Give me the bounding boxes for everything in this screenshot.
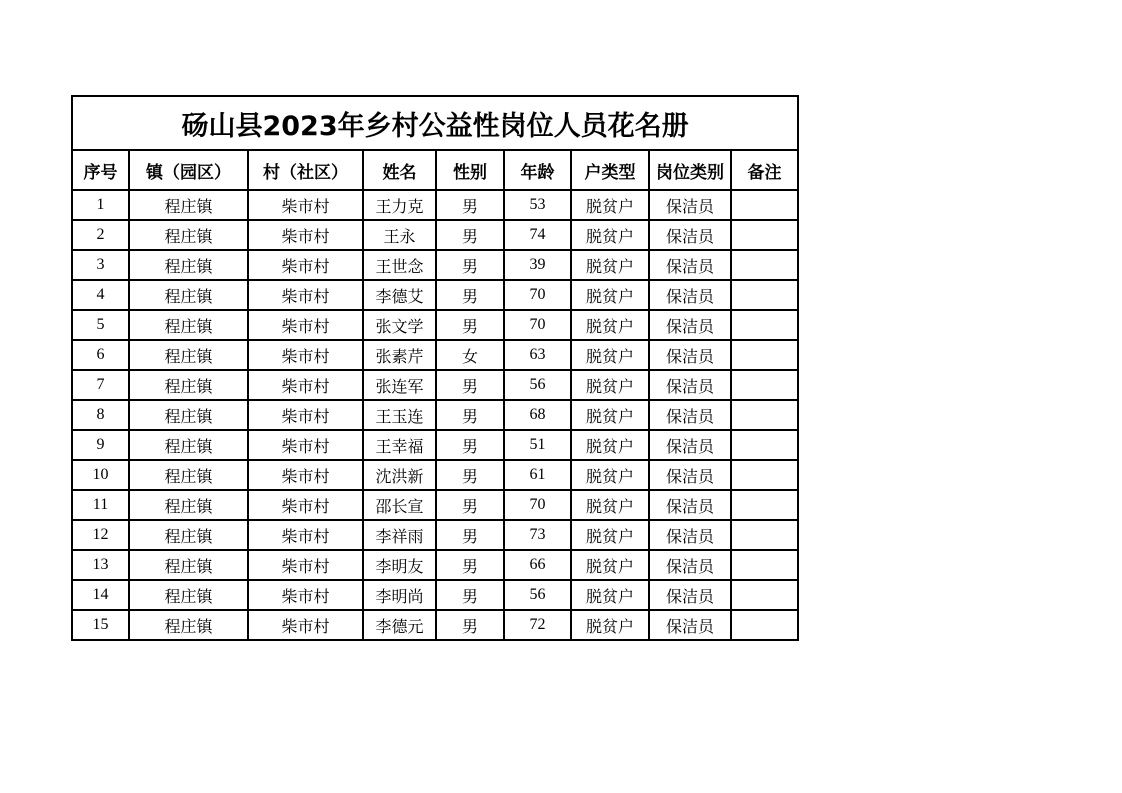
table-row: [72, 370, 798, 400]
table-cell: [731, 280, 798, 310]
table-cell: 保洁员: [649, 520, 731, 550]
table-cell: 程庄镇: [129, 550, 248, 580]
table-row: [72, 400, 798, 430]
table-cell: [731, 370, 798, 400]
table-cell: 脱贫户: [571, 400, 649, 430]
table-cell: 男: [436, 580, 504, 610]
table-cell: 脱贫户: [571, 460, 649, 490]
table-cell: [731, 190, 798, 220]
title-row: [72, 96, 798, 150]
table-cell: 男: [436, 460, 504, 490]
table-cell: 柴市村: [248, 190, 363, 220]
table-cell: 12: [72, 520, 129, 550]
table-cell: [731, 250, 798, 280]
table-row: [72, 460, 798, 490]
table-cell: 53: [504, 190, 571, 220]
table-row: [72, 580, 798, 610]
table-cell: 男: [436, 250, 504, 280]
table-cell: 73: [504, 520, 571, 550]
table-cell: 保洁员: [649, 250, 731, 280]
table-cell: 66: [504, 550, 571, 580]
table-cell: 男: [436, 430, 504, 460]
table-cell: 51: [504, 430, 571, 460]
table-cell: 11: [72, 490, 129, 520]
table-cell: 柴市村: [248, 490, 363, 520]
table-cell: [731, 520, 798, 550]
table-cell: 柴市村: [248, 460, 363, 490]
table-cell: 保洁员: [649, 310, 731, 340]
column-header: 户类型: [571, 150, 649, 190]
table-cell: 柴市村: [248, 400, 363, 430]
table-cell: 13: [72, 550, 129, 580]
table-cell: 李祥雨: [363, 520, 436, 550]
table-cell: 程庄镇: [129, 460, 248, 490]
table-cell: 程庄镇: [129, 280, 248, 310]
table-row: [72, 190, 798, 220]
table-cell: 39: [504, 250, 571, 280]
column-header: 镇（园区）: [129, 150, 248, 190]
header-row: [72, 150, 798, 190]
roster-table: [71, 95, 799, 641]
table-cell: [731, 340, 798, 370]
table-cell: 72: [504, 610, 571, 640]
column-header: 序号: [72, 150, 129, 190]
roster-table-body: [72, 190, 798, 640]
table-cell: 男: [436, 220, 504, 250]
table-cell: 14: [72, 580, 129, 610]
table-cell: 2: [72, 220, 129, 250]
table-cell: 张素芹: [363, 340, 436, 370]
table-cell: 56: [504, 580, 571, 610]
table-cell: 柴市村: [248, 250, 363, 280]
table-cell: [731, 610, 798, 640]
table-cell: 脱贫户: [571, 250, 649, 280]
table-cell: [731, 460, 798, 490]
table-cell: 柴市村: [248, 340, 363, 370]
table-cell: 程庄镇: [129, 190, 248, 220]
table-cell: 男: [436, 550, 504, 580]
column-header: 性别: [436, 150, 504, 190]
table-row: [72, 250, 798, 280]
table-cell: 程庄镇: [129, 340, 248, 370]
table-cell: 63: [504, 340, 571, 370]
table-cell: 68: [504, 400, 571, 430]
table-cell: [731, 550, 798, 580]
table-cell: 9: [72, 430, 129, 460]
table-cell: 15: [72, 610, 129, 640]
table-cell: 56: [504, 370, 571, 400]
table-cell: 脱贫户: [571, 610, 649, 640]
table-cell: 5: [72, 310, 129, 340]
table-cell: 程庄镇: [129, 520, 248, 550]
table-cell: 保洁员: [649, 490, 731, 520]
table-cell: 程庄镇: [129, 490, 248, 520]
table-cell: 柴市村: [248, 580, 363, 610]
table-cell: 脱贫户: [571, 550, 649, 580]
table-cell: 程庄镇: [129, 250, 248, 280]
table-cell: 4: [72, 280, 129, 310]
table-cell: 柴市村: [248, 220, 363, 250]
table-cell: [731, 490, 798, 520]
table-cell: 保洁员: [649, 370, 731, 400]
table-cell: 脱贫户: [571, 280, 649, 310]
table-cell: 70: [504, 310, 571, 340]
table-cell: 李德艾: [363, 280, 436, 310]
table-cell: 程庄镇: [129, 400, 248, 430]
table-cell: 柴市村: [248, 310, 363, 340]
table-cell: [731, 310, 798, 340]
table-cell: 李德元: [363, 610, 436, 640]
table-cell: 柴市村: [248, 280, 363, 310]
table-cell: 1: [72, 190, 129, 220]
table-cell: 女: [436, 340, 504, 370]
table-cell: 张文学: [363, 310, 436, 340]
table-cell: 8: [72, 400, 129, 430]
table-cell: 柴市村: [248, 520, 363, 550]
table-row: [72, 280, 798, 310]
table-cell: 沈洪新: [363, 460, 436, 490]
table-cell: 王永: [363, 220, 436, 250]
table-cell: [731, 430, 798, 460]
table-cell: 男: [436, 370, 504, 400]
table-cell: 男: [436, 610, 504, 640]
table-cell: [731, 580, 798, 610]
table-row: [72, 310, 798, 340]
table-cell: 王玉连: [363, 400, 436, 430]
table-cell: 男: [436, 310, 504, 340]
table-cell: 王幸福: [363, 430, 436, 460]
table-cell: 保洁员: [649, 280, 731, 310]
table-cell: 保洁员: [649, 550, 731, 580]
column-header: 年龄: [504, 150, 571, 190]
table-cell: 保洁员: [649, 580, 731, 610]
table-cell: 10: [72, 460, 129, 490]
table-cell: [731, 220, 798, 250]
table-cell: 脱贫户: [571, 370, 649, 400]
table-cell: 保洁员: [649, 220, 731, 250]
table-cell: 61: [504, 460, 571, 490]
column-header: 姓名: [363, 150, 436, 190]
table-cell: 7: [72, 370, 129, 400]
table-cell: [731, 400, 798, 430]
table-row: [72, 610, 798, 640]
table-cell: 男: [436, 400, 504, 430]
table-cell: 男: [436, 490, 504, 520]
table-cell: 王世念: [363, 250, 436, 280]
table-cell: 男: [436, 280, 504, 310]
table-cell: 柴市村: [248, 550, 363, 580]
table-cell: 程庄镇: [129, 610, 248, 640]
table-cell: 保洁员: [649, 190, 731, 220]
table-cell: 70: [504, 280, 571, 310]
table-cell: 柴市村: [248, 430, 363, 460]
table-cell: 柴市村: [248, 610, 363, 640]
table-row: [72, 220, 798, 250]
table-cell: 李明尚: [363, 580, 436, 610]
table-cell: 男: [436, 190, 504, 220]
table-cell: 张连军: [363, 370, 436, 400]
table-cell: 74: [504, 220, 571, 250]
table-cell: 保洁员: [649, 460, 731, 490]
table-row: [72, 520, 798, 550]
table-cell: 保洁员: [649, 400, 731, 430]
table-cell: 3: [72, 250, 129, 280]
table-cell: 脱贫户: [571, 190, 649, 220]
table-cell: 6: [72, 340, 129, 370]
column-header: 岗位类别: [649, 150, 731, 190]
table-cell: 脱贫户: [571, 220, 649, 250]
column-header: 村（社区）: [248, 150, 363, 190]
table-row: [72, 490, 798, 520]
table-cell: 王力克: [363, 190, 436, 220]
table-cell: 程庄镇: [129, 370, 248, 400]
table-row: [72, 550, 798, 580]
table-cell: 程庄镇: [129, 430, 248, 460]
table-cell: 脱贫户: [571, 580, 649, 610]
table-cell: 脱贫户: [571, 340, 649, 370]
table-cell: 保洁员: [649, 610, 731, 640]
table-cell: 男: [436, 520, 504, 550]
table-cell: 保洁员: [649, 340, 731, 370]
table-cell: 70: [504, 490, 571, 520]
table-row: [72, 430, 798, 460]
table-row: [72, 340, 798, 370]
table-cell: 程庄镇: [129, 220, 248, 250]
table-cell: 程庄镇: [129, 310, 248, 340]
table-cell: 李明友: [363, 550, 436, 580]
table-cell: 邵长宣: [363, 490, 436, 520]
table-cell: 柴市村: [248, 370, 363, 400]
document-title: 砀山县2023年乡村公益性岗位人员花名册: [72, 96, 798, 150]
table-cell: 程庄镇: [129, 580, 248, 610]
table-cell: 脱贫户: [571, 490, 649, 520]
column-header: 备注: [731, 150, 798, 190]
table-cell: 脱贫户: [571, 310, 649, 340]
table-cell: 脱贫户: [571, 520, 649, 550]
table-cell: 脱贫户: [571, 430, 649, 460]
table-cell: 保洁员: [649, 430, 731, 460]
